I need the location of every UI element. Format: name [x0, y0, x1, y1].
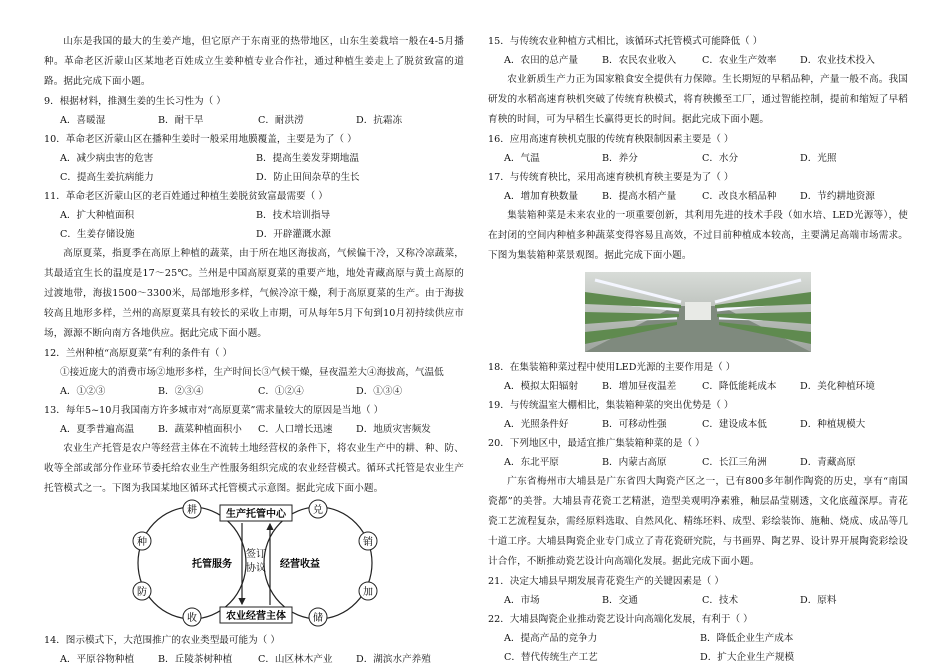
label-sign: 签订 — [246, 549, 266, 560]
option-11d[interactable]: D．开辟灌溉水源 — [256, 229, 331, 240]
options-10a — [44, 149, 464, 168]
option-19a[interactable]: A．光照条件好 — [504, 419, 569, 430]
label-business-income: 经营收益 — [280, 559, 320, 570]
question-18: 18．在集装箱种菜过程中使用LED光源的主要作用是（ ） — [488, 362, 736, 373]
option-13c[interactable]: C．人口增长迅速 — [258, 424, 333, 435]
production-center-label: 生产托管中心 — [226, 509, 286, 520]
node-chu — [309, 608, 327, 626]
container-farm-photo — [585, 272, 811, 352]
option-13d[interactable]: D．地质灾害频发 — [356, 424, 431, 435]
options-18 — [488, 377, 908, 396]
option-16d[interactable]: D．光照 — [800, 153, 837, 164]
option-10c[interactable]: C．提高生姜抗病能力 — [60, 172, 154, 183]
node-fang-label: 防 — [137, 587, 147, 598]
trusteeship-diagram — [44, 499, 464, 631]
option-14b[interactable]: B．丘陵茶树种植 — [158, 654, 233, 665]
option-9a[interactable]: A．喜暖湿 — [60, 115, 106, 126]
option-21a[interactable]: A．市场 — [504, 595, 540, 606]
passage-ginger: 山东是我国的最大的生姜产地，但它原产于东南亚的热带地区，山东生姜栽培一般在4-5月播种。革命老区沂蒙山区某地老百姓成立生姜种植专业合作社，通过种植生姜走上了脱贫致富的道路。据此完成下面小题。 — [44, 36, 464, 87]
option-22d[interactable]: D．扩大企业生产规模 — [700, 652, 795, 663]
options-15 — [488, 51, 908, 70]
label-agreement: 协议 — [246, 563, 266, 574]
passage-container-farming: 集装箱种菜是未来农业的一项重要创新，其利用先进的技术手段（如水培、LED光源等），使在封闭的空间内种植多种蔬菜变得容易且高效，不过目前种植成本较高，主要满足高端市场需求。下图为集装箱种菜景观图。据此完成下面小题。 — [488, 210, 908, 261]
option-18c[interactable]: C．降低能耗成本 — [702, 381, 777, 392]
option-22a[interactable]: A．提高产品的竞争力 — [504, 633, 598, 644]
question-17: 17．与传统育秧比，采用高速育秧机育秧主要是为了（ ） — [488, 172, 734, 183]
node-geng-label: 耕 — [187, 505, 197, 516]
label-trust-service: 托管服务 — [192, 559, 232, 570]
option-21b[interactable]: B．交通 — [602, 595, 638, 606]
question-21: 21．决定大埔县早期发展青花瓷生产的关键因素是（ ） — [488, 576, 724, 587]
node-xiao — [359, 532, 377, 550]
option-12a[interactable]: A．①②③ — [60, 386, 106, 397]
node-zhong — [133, 532, 151, 550]
option-17c[interactable]: C．改良水稻品种 — [702, 191, 777, 202]
option-14a[interactable]: A．平原谷物种植 — [60, 654, 135, 665]
node-dui-label: 兑 — [313, 505, 323, 516]
option-22b[interactable]: B．降低企业生产成本 — [700, 633, 794, 644]
options-12 — [44, 382, 464, 401]
option-18b[interactable]: B．增加昼夜温差 — [602, 381, 677, 392]
node-xiao-label: 销 — [363, 537, 373, 548]
node-chu-label: 储 — [313, 613, 323, 624]
options-17 — [488, 187, 908, 206]
option-19b[interactable]: B．可移动性强 — [602, 419, 667, 430]
question-14: 14．图示模式下，大范围推广的农业类型最可能为（ ） — [44, 635, 280, 646]
business-entity-label: 农业经营主体 — [226, 611, 286, 622]
option-15b[interactable]: B．农民农业收入 — [602, 55, 677, 66]
options-16 — [488, 149, 908, 168]
options-11a — [44, 206, 464, 225]
box-business-entity — [220, 607, 292, 623]
cycle-diagram-svg — [44, 499, 464, 631]
option-11b[interactable]: B．技术培训指导 — [256, 210, 331, 221]
options-22b — [488, 648, 908, 667]
option-10b[interactable]: B．提高生姜发芽期地温 — [256, 153, 359, 164]
option-14c[interactable]: C．山区林木产业 — [258, 654, 333, 665]
option-17b[interactable]: B．提高水稻产量 — [602, 191, 677, 202]
node-shou — [183, 608, 201, 626]
options-9 — [44, 111, 464, 130]
option-9d[interactable]: D．抗霜冻 — [356, 115, 403, 126]
passage-trusteeship: 农业生产托管是农户等经营主体在不流转土地经营权的条件下，将农业生产中的耕、种、防、收等全部或部分作业环节委托给农业生产性服务组织完成的农业经营模式。循环式托管是农业生产托管模式之一。下图为我国某地区循环式托管模式示意图。据此完成下面小题。 — [44, 443, 464, 494]
node-jia — [359, 582, 377, 600]
question-15: 15．与传统农业种植方式相比，该循环式托管模式可能降低（ ） — [488, 36, 763, 47]
options-19 — [488, 415, 908, 434]
option-11a[interactable]: A．扩大种植面积 — [60, 210, 135, 221]
option-20a[interactable]: A．东北平原 — [504, 457, 559, 468]
option-10d[interactable]: D．防止田间杂草的生长 — [256, 172, 360, 183]
option-15a[interactable]: A．农田的总产量 — [504, 55, 579, 66]
option-18a[interactable]: A．模拟太阳辐射 — [504, 381, 579, 392]
options-20 — [488, 453, 908, 472]
passage-porcelain: 广东省梅州市大埔县是广东省四大陶瓷产区之一，已有800多年制作陶瓷的历史，享有“南国瓷都”的美誉。大埔县青花瓷工艺精湛，造型美观明净素雅，釉层晶莹剔透，文化底蕴深厚。青花瓷工艺流程复杂，需经原料选取、自然风化、精练坯料、成型、彩绘装饰、施釉、烧成、成品等几十道工序。大埔县陶瓷企业专门成立了青花瓷研究院，与书画界、陶艺界、设计界开展陶瓷彩绘设计合作，不断推动瓷艺设计向高端化发展。据此完成下面小题。 — [488, 476, 908, 567]
option-13b[interactable]: B．蔬菜种植面积小 — [158, 424, 242, 435]
option-16a[interactable]: A．气温 — [504, 153, 540, 164]
option-19d[interactable]: D．种植规模大 — [800, 419, 866, 430]
options-14 — [44, 650, 464, 669]
passage-highland-vegetables: 高原夏菜，指夏季在高原上种植的蔬菜，由于所在地区海拔高，气候偏干冷，又称冷凉蔬菜，其最适宜生长的温度是17～25℃。兰州是中国高原夏菜的重要产地，地处青藏高原与黄土高原的过渡地带，海拔1500～3300米，局部地形多样，气候冷凉干燥，利于高原夏菜的生产。由于海拔较高且地形多样，兰州的高原夏菜具有较长的采收上市期，可从每年5月下旬到10月初持续供应市场，源源不断向南方各地供应。据此完成下面小题。 — [44, 248, 464, 339]
option-20b[interactable]: B．内蒙古高原 — [602, 457, 667, 468]
option-15d[interactable]: D．农业技术投入 — [800, 55, 875, 66]
question-16: 16．应用高速育秧机克服的传统育秧限制因素主要是（ ） — [488, 134, 734, 145]
question-20: 20．下列地区中，最适宜推广集装箱种菜的是（ ） — [488, 438, 705, 449]
question-11: 11．革命老区沂蒙山区的老百姓通过种植生姜脱贫致富最需要（ ） — [44, 191, 328, 202]
option-19c[interactable]: C．建设成本低 — [702, 419, 767, 430]
node-geng — [183, 500, 201, 518]
question-19: 19．与传统温室大棚相比，集装箱种菜的突出优势是（ ） — [488, 400, 734, 411]
option-9b[interactable]: B．耐干旱 — [158, 115, 204, 126]
node-fang — [133, 582, 151, 600]
option-14d[interactable]: D．湖滨水产养殖 — [356, 654, 431, 665]
question-12: 12．兰州种植“高原夏菜”有利的条件有（ ） — [44, 348, 233, 359]
node-jia-label: 加 — [363, 587, 373, 598]
question-13: 13．每年5~10月我国南方许多城市对“高原夏菜”需求量较大的原因是当地（ ） — [44, 405, 384, 416]
options-13 — [44, 420, 464, 439]
passage-rice-seedling: 农业新质生产力正为国家粮食安全提供有力保障。生长期短的早稻品种，产量一般不高。我国研发的水稻高速育秧机突破了传统育秧模式，将育秧搬至工厂，通过智能控制，提前和缩短了早稻育秧的时间，可为早稻生长赢得更长的时间。据此完成下面小题。 — [488, 74, 908, 125]
options-10b — [44, 168, 464, 187]
question-22: 22．大埔县陶瓷企业推动瓷艺设计向高端化发展，有利于（ ） — [488, 614, 753, 625]
node-shou-label: 收 — [187, 613, 197, 624]
question-10: 10．革命老区沂蒙山区在播种生姜时一般采用地膜覆盖，主要是为了（ ） — [44, 134, 357, 145]
option-16b[interactable]: B．养分 — [602, 153, 638, 164]
option-12b[interactable]: B．②③④ — [158, 386, 204, 397]
option-20d[interactable]: D．青藏高原 — [800, 457, 856, 468]
option-12c[interactable]: C．①②④ — [258, 386, 304, 397]
option-11c[interactable]: C．生姜存储设施 — [60, 229, 135, 240]
option-9c[interactable]: C．耐洪涝 — [258, 115, 304, 126]
options-22a — [488, 629, 908, 648]
question-9: 9．根据材料，推测生姜的生长习性为（ ） — [44, 96, 226, 107]
option-17a[interactable]: A．增加育秧数量 — [504, 191, 579, 202]
conditions-12: ①接近庞大的消费市场②地形多样，生产时间长③气候干燥，昼夜温差大④海拔高，气温低 — [60, 367, 444, 378]
option-22c[interactable]: C．替代传统生产工艺 — [504, 652, 598, 663]
option-15c[interactable]: C．农业生产效率 — [702, 55, 777, 66]
option-10a[interactable]: A．减少病虫害的危害 — [60, 153, 154, 164]
option-17d[interactable]: D．节约耕地资源 — [800, 191, 875, 202]
option-21d[interactable]: D．原料 — [800, 595, 837, 606]
option-21c[interactable]: C．技术 — [702, 595, 739, 606]
left-column — [44, 32, 464, 669]
node-zhong-label: 种 — [137, 537, 147, 548]
option-16c[interactable]: C．水分 — [702, 153, 739, 164]
container-farm-illustration — [585, 272, 811, 352]
options-21 — [488, 591, 908, 610]
box-production-center — [220, 505, 292, 521]
node-dui — [309, 500, 327, 518]
right-column — [488, 32, 908, 667]
option-20c[interactable]: C．长江三角洲 — [702, 457, 767, 468]
option-12d[interactable]: D．①③④ — [356, 386, 403, 397]
option-18d[interactable]: D．美化种植环境 — [800, 381, 875, 392]
option-13a[interactable]: A．夏季普遍高温 — [60, 424, 135, 435]
options-11b — [44, 225, 464, 244]
